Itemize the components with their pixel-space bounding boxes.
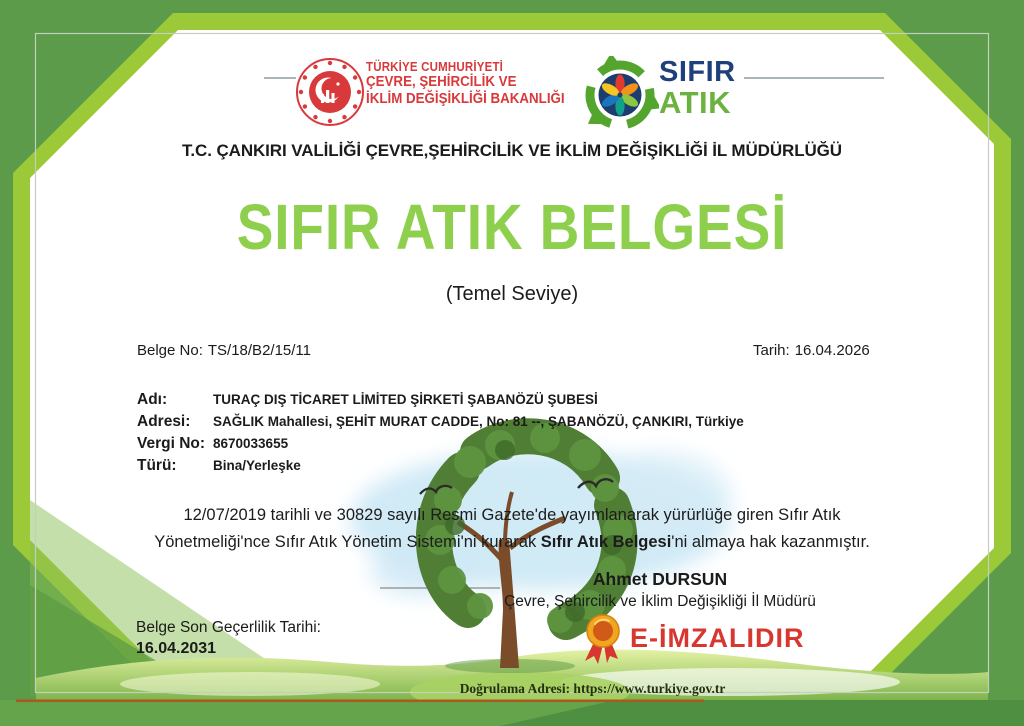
certificate-name-bold: Sıfır Atık Belgesi [540,532,672,551]
field-value: 8670033655 [213,436,289,451]
field-value: SAĞLIK Mahallesi, ŞEHİT MURAT CADDE, No: 81 --, ŞABANÖZÜ, ÇANKIRI, Türkiye [213,414,744,429]
signer-title: Çevre, Şehircilik ve İklim Değişikliği İl Müdürü [504,593,816,610]
grant-statement-line2: Yönetmeliği'nce Sıfır Atık Yönetim Sistemi'ni kurarak Sıfır Atık Belgesi'ni almaya hak kazanmıştır. [154,532,870,551]
ministry-line1: TÜRKİYE CUMHURİYETİ [366,60,504,74]
esignature-block [578,609,804,667]
ministry-name [366,60,565,107]
sifir-word: SIFIR [659,56,736,88]
field-value: TURAÇ DIŞ TİCARET LİMİTED ŞİRKETİ ŞABANÖZÜ ŞUBESİ [213,392,598,407]
document-number-value: TS/18/B2/15/11 [207,342,311,359]
issue-date-value: 16.04.2026 [794,342,870,359]
document-number [137,342,311,359]
field-label: Adresi: [137,413,191,430]
sifir-atik-wordmark [659,58,736,118]
field-label: Türü: [137,457,177,474]
field-label: Adı: [137,391,168,408]
recycle-flower-icon [581,56,659,134]
verification-address: Doğrulama Adresi: https://www.turkiye.gov.tr [459,681,726,696]
signer-name: Ahmet DURSUN [592,569,728,589]
medal-icon [578,609,628,667]
grant-statement [120,502,904,555]
field-label: Vergi No: [137,435,206,452]
info-row-name [137,391,744,413]
ministry-line3: İKLİM DEĞİŞİKLİĞİ BAKANLIĞI [366,90,565,107]
info-row-taxno [137,435,744,457]
signature-block [480,569,840,611]
issue-date [753,342,870,359]
esignature-label: E-İMZALIDIR [630,622,805,653]
info-row-type [137,457,744,479]
ministry-line2: ÇEVRE, ŞEHİRCİLİK VE [366,74,517,91]
field-value: Bina/Yerleşke [213,458,301,473]
validity-block [136,619,321,658]
validity-date: 16.04.2031 [136,640,217,657]
grant-statement-line1: 12/07/2019 tarihli ve 30829 sayılı Resmi Gazete'de yayımlanarak yürürlüğe giren Sıfır Atık [183,506,841,524]
certificate-subtitle: (Temel Seviye) [445,283,579,305]
holder-info [137,391,744,479]
document-number-label: Belge No: [137,342,203,359]
footer-bar [0,700,1024,726]
issue-date-label: Tarih: [753,342,790,359]
verification-underline [16,700,704,703]
atik-word: ATIK [659,85,732,120]
ministry-emblem-icon [294,56,366,128]
issuing-authority: T.C. ÇANKIRI VALİLİĞİ ÇEVRE,ŞEHİRCİLİK VE İKLİM DEĞİŞİKLİĞİ İL MÜDÜRLÜĞÜ [182,141,842,160]
info-row-address [137,413,744,435]
validity-label: Belge Son Geçerlilik Tarihi: [136,619,321,636]
certificate-title: SIFIR ATIK BELGESİ [236,191,788,263]
